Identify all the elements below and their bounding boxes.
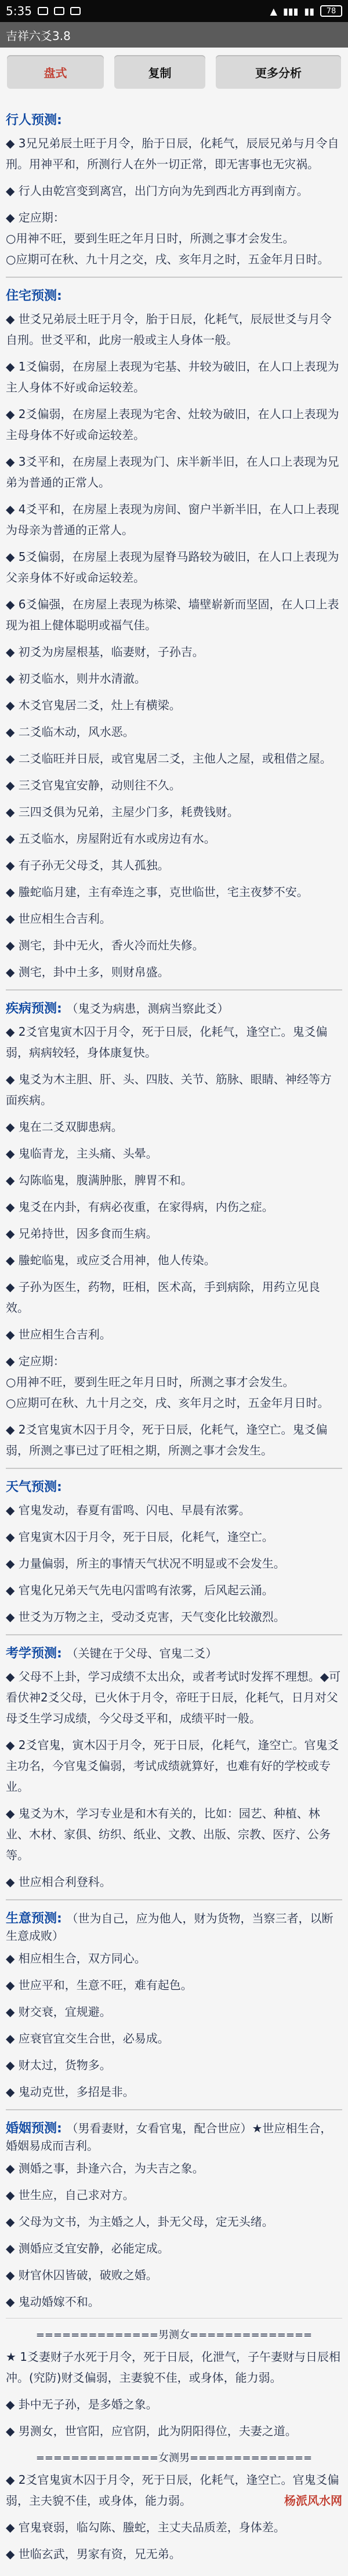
section-paragraph: ◆ 4爻平和，在房屋上表现为房间、窗户半新半旧，在人口上表现为母亲为普通的正常人。 <box>6 502 339 537</box>
notification-icon <box>54 7 64 15</box>
section-paragraph: ◆ 木爻官鬼居二爻，灶上有横梁。 <box>6 698 181 712</box>
section-traveler <box>6 110 342 270</box>
section-paragraph: ◆ 父母为文书，为主婚之人，卦无父母，定无头绪。 <box>6 2215 274 2229</box>
section-title <box>6 1909 342 1943</box>
section-title: 天气预测: <box>6 1480 62 1494</box>
section-subtitle: （关键在于父母、官鬼二爻） <box>66 1646 217 1660</box>
section-title: ==============女测男============== <box>35 2452 313 2464</box>
analysis-content <box>0 96 348 2576</box>
section-paragraph: ◆ 世应相合利登科。 <box>6 1875 111 1889</box>
section-paragraph: ◆ 官鬼发动，春夏有雷鸣、闪电、早晨有浓雾。 <box>6 1503 251 1517</box>
section-paragraph: ◆ 兄弟持世，因多食而生病。 <box>6 1227 158 1240</box>
section-paragraph: ◆ 官鬼衰弱，临勾陈、螣蛇，主丈夫品质差，身体差。 <box>6 2520 285 2534</box>
wifi-icon: ▲ <box>270 5 277 17</box>
section-paragraph: ◆ 2爻官鬼，寅木囚于月令，死于日辰，化耗气，逢空亡。官鬼爻主功名，今官鬼爻偏弱，考试成绩就算好，也难有好的学校或专业。 <box>6 1738 339 1794</box>
copy-button[interactable] <box>114 55 205 89</box>
section-paragraph: ◆ 行人由乾宫变到离宫，出门方向为先到西北方再到南方。 <box>6 184 309 198</box>
section-paragraph: ◆ 定应期： ○用神不旺，要到生旺之年月日时，所测之事才会发生。 ○应期可在秋、九十月之交，戌、亥年月之时，五金年月日时。 <box>6 1354 329 1410</box>
section-paragraph: ◆ 财交衰，宜规避。 <box>6 2005 111 2019</box>
section-title: ==============男测女============== <box>35 2329 313 2341</box>
section-paragraph: ◆ 二爻临木动，风水恶。 <box>6 725 135 739</box>
section-title: 住宅预测: <box>6 289 62 303</box>
section-title <box>6 1643 342 1661</box>
section-paragraph: ◆ 财官休囚皆破，破败之婚。 <box>6 2268 158 2282</box>
button-bar <box>0 48 348 96</box>
section-subtitle: （男看妻财，女看官鬼，配合世应）★世应相生合，婚姻易成而吉利。 <box>6 2121 332 2153</box>
status-time: 5:35 <box>6 4 32 18</box>
section-paragraph: ◆ 2爻偏弱，在房屋上表现为宅舍、灶较为破旧，在人口上表现为主母身体不好或命运较差。 <box>6 407 339 442</box>
section-paragraph: ◆ 世生应，自己求对方。 <box>6 2188 135 2202</box>
section-paragraph: ◆ 鬼爻在内卦，有病必夜重，在家得病，内伤之症。 <box>6 1200 274 1214</box>
section-paragraph: ◆ 世爻兄弟辰土旺于月令，胎于日辰，化耗气，辰辰世爻与月令自刑。世爻平和，此房一般或主人身体一般。 <box>6 312 332 347</box>
signal-icon: ▮▮ <box>304 5 314 17</box>
section-title: 行人预测: <box>6 113 62 128</box>
section-paragraph: ◆ 卦中无子孙，是多婚之象。 <box>6 2397 158 2411</box>
section-paragraph: ◆ 世临玄武，男家有资，兄无弟。 <box>6 2547 181 2561</box>
section-paragraph: ◆ 2爻官鬼寅木囚于月令，死于日辰，化耗气，逢空亡。官鬼爻偏弱，主夫貌不佳，或身体，能力弱。 <box>6 2473 339 2508</box>
section-paragraph: ◆ 鬼爻为木主胆、肝、头、四肢、关节、筋脉、眼睛、神经等方面疾病。 <box>6 1072 332 1107</box>
section-paragraph: ◆ 初爻临水，则井水清澈。 <box>6 672 146 685</box>
section-paragraph: ◆ 有子孙无父母爻，其人孤独。 <box>6 858 169 872</box>
section-paragraph: ◆ 世爻为万物之主，受动爻克害，天气变化比较激烈。 <box>6 1610 285 1624</box>
divider <box>6 2109 342 2110</box>
status-bar <box>0 0 348 22</box>
section-paragraph: ◆ 螣蛇临鬼，或应爻合用神，他人传染。 <box>6 1253 216 1267</box>
section-paragraph: ◆ 世应平和，生意不旺，难有起色。 <box>6 1978 193 1992</box>
section-illness <box>6 999 342 1461</box>
section-paragraph: ◆ 1爻偏弱，在房屋上表现为宅基、井较为破旧，在人口上表现为主人身体不好或命运较差。 <box>6 360 339 394</box>
section-paragraph: ◆ 2爻官鬼寅木囚于月令，死于日辰，化耗气，逢空亡。鬼爻偏弱，所测之事已过了旺相之期，所测之事才会发生。 <box>6 1423 328 1457</box>
watermark: 杨派风水网 <box>284 2494 342 2508</box>
copy-label: 复制 <box>148 66 172 80</box>
section-title-text: 婚姻预测: <box>6 2121 62 2136</box>
section-paragraph: ◆ 5爻偏弱，在房屋上表现为屋脊马路较为破旧，在人口上表现为父亲身体不好或命运较差。 <box>6 550 339 585</box>
battery-level: 78 <box>326 6 336 16</box>
section-title-text: 考学预测: <box>6 1646 62 1661</box>
section-paragraph: ◆ 初爻为房屋根基，临妻财，子孙吉。 <box>6 645 204 659</box>
section-paragraph: ◆ 世应相生合吉利。 <box>6 1327 111 1341</box>
notification-icon <box>38 7 48 15</box>
section-paragraph: ◆ 力量偏弱，所主的事情天气状况不明显或不会发生。 <box>6 1557 285 1570</box>
section-paragraph: ◆ 三四爻俱为兄弟，主屋少门多，耗费钱财。 <box>6 805 239 819</box>
section-paragraph: ◆ 子孙为医生，药物，旺相，医术高，手到病除，用药立见良效。 <box>6 1280 320 1315</box>
divider <box>6 1634 342 1635</box>
section-paragraph: ◆ 鬼爻为木，学习专业是和木有关的，比如：园艺、种植、林业、木材、家俱、纺织、纸业、文教、出版、宗教、医疗、公务等。 <box>6 1806 331 1862</box>
section-paragraph: ◆ 测宅，卦中土多，则财帛盛。 <box>6 965 169 979</box>
section-paragraph: ◆ 世应相生合吉利。 <box>6 912 111 926</box>
section-title <box>6 999 342 1017</box>
section-paragraph: ★ 1爻妻财子水死于月令，死于日辰，化泄气，子午妻财与日辰相冲。(究防)财爻偏弱，主妻貌不佳，或身体，能力弱。 <box>6 2350 341 2385</box>
section-paragraph: ◆ 相应相生合，双方同心。 <box>6 1951 146 1965</box>
section-paragraph: ◆ 应衰官宜交生合世，必易成。 <box>6 2031 169 2045</box>
chart-view-button[interactable] <box>7 55 104 89</box>
section-paragraph: ◆ 官鬼化兄弟天气先电闪雷鸣有浓雾，后风起云涌。 <box>6 1583 274 1597</box>
section-paragraph: ◆ 测婚之事，卦逢六合，为夫吉之象。 <box>6 2161 204 2175</box>
section-marriage <box>6 2118 342 2312</box>
section-title <box>6 2118 342 2153</box>
section-paragraph: ◆ 鬼动克世，多招是非。 <box>6 2085 135 2099</box>
section-paragraph: ◆ 父母不上卦，学习成绩不太出众，或者考试时发挥不理想。◆可看伏神2爻父母，已火休于月令，帝旺于日辰，化耗气，日月对父母爻生学习成绩，今父母爻平和，成绩平时一般。 <box>6 1670 341 1725</box>
section-paragraph: ◆ 测婚应爻宜安静，必能定成。 <box>6 2241 169 2255</box>
section-paragraph: ◆ 3爻平和，在房屋上表现为门、床半新半旧，在人口上表现为兄弟为普通的正常人。 <box>6 455 339 489</box>
section-paragraph: ◆ 鬼在二爻双脚患病。 <box>6 1120 123 1134</box>
section-paragraph: ◆ 2爻官鬼寅木囚于月令，死于日辰，化耗气，逢空亡。鬼爻偏弱，病病较轻，身体康复快。 <box>6 1025 328 1060</box>
section-paragraph: ◆ 定应期： ○用神不旺，要到生旺之年月日时，所测之事才会发生。 ○应期可在秋、九十月之交，戌、亥年月之时，五金年月日时。 <box>6 211 329 266</box>
divider <box>6 2318 342 2319</box>
section-paragraph: ◆ 勾陈临鬼，腹满肿胀，脾胃不和。 <box>6 1173 193 1187</box>
chart-view-label: 盘式 <box>44 66 67 80</box>
divider <box>6 277 342 278</box>
battery-icon <box>320 5 342 17</box>
more-analysis-button[interactable] <box>216 55 341 89</box>
section-paragraph: ◆ 财太过，货物多。 <box>6 2058 111 2072</box>
section-paragraph: ◆ 3兄兄弟辰土旺于月令，胎于日辰，化耗气，辰辰兄弟与月令自刑。用神平和，所测行人在外一切正常，即无害事也无灾祸。 <box>6 136 339 171</box>
divider <box>6 1899 342 1900</box>
divider <box>6 989 342 991</box>
section-subtitle: （世为自己，应为他人，财为货物，当察三者，以断生意成败） <box>6 1911 334 1943</box>
more-analysis-label: 更多分析 <box>255 66 302 80</box>
divider <box>6 1468 342 1469</box>
app-titlebar <box>0 22 348 48</box>
section-paragraph: ◆ 螣蛇临月建，主有牵连之事，克世临世，宅主夜梦不安。 <box>6 885 309 899</box>
section-paragraph: ◆ 男测女，世官阳，应官阴，此为阴阳得位，夫妻之道。 <box>6 2424 297 2438</box>
section-paragraph: ◆ 测宅，卦中无火，香火冷而灶失修。 <box>6 938 204 952</box>
notification-icon <box>70 7 81 15</box>
section-title-text: 疾病预测: <box>6 1002 62 1016</box>
section-paragraph: ◆ 五爻临水，房屋附近有水或房边有水。 <box>6 832 216 846</box>
section-house <box>6 286 342 982</box>
section-paragraph: ◆ 鬼临青龙，主头痛、头晕。 <box>6 1146 158 1160</box>
section-exam <box>6 1643 342 1892</box>
section-weather <box>6 1477 342 1627</box>
section-title-text: 生意预测: <box>6 1911 62 1926</box>
section-paragraph: ◆ 三爻官鬼宜安静，动则往不久。 <box>6 778 181 792</box>
section-paragraph: ◆ 6爻偏强，在房屋上表现为栋梁、墙壁崭新而坚固，在人口上表现为祖上健体聪明或福气佳。 <box>6 597 339 632</box>
section-paragraph: ◆ 二爻临旺并日辰，或官鬼居二爻，主他人之屋，或租借之屋。 <box>6 752 332 765</box>
section-paragraph: ◆ 鬼动婚嫁不和。 <box>6 2295 100 2309</box>
app-title: 吉祥六爻3.8 <box>6 28 71 43</box>
section-business <box>6 1909 342 2102</box>
signal-icon: ▮▮▮ <box>282 5 299 17</box>
section-male-asks-female <box>6 2327 342 2441</box>
section-paragraph: ◆ 官鬼寅木囚于月令，死于日辰，化耗气，逢空亡。 <box>6 1530 274 1544</box>
section-subtitle: （鬼爻为病患，测病当察此爻） <box>66 1002 229 1015</box>
